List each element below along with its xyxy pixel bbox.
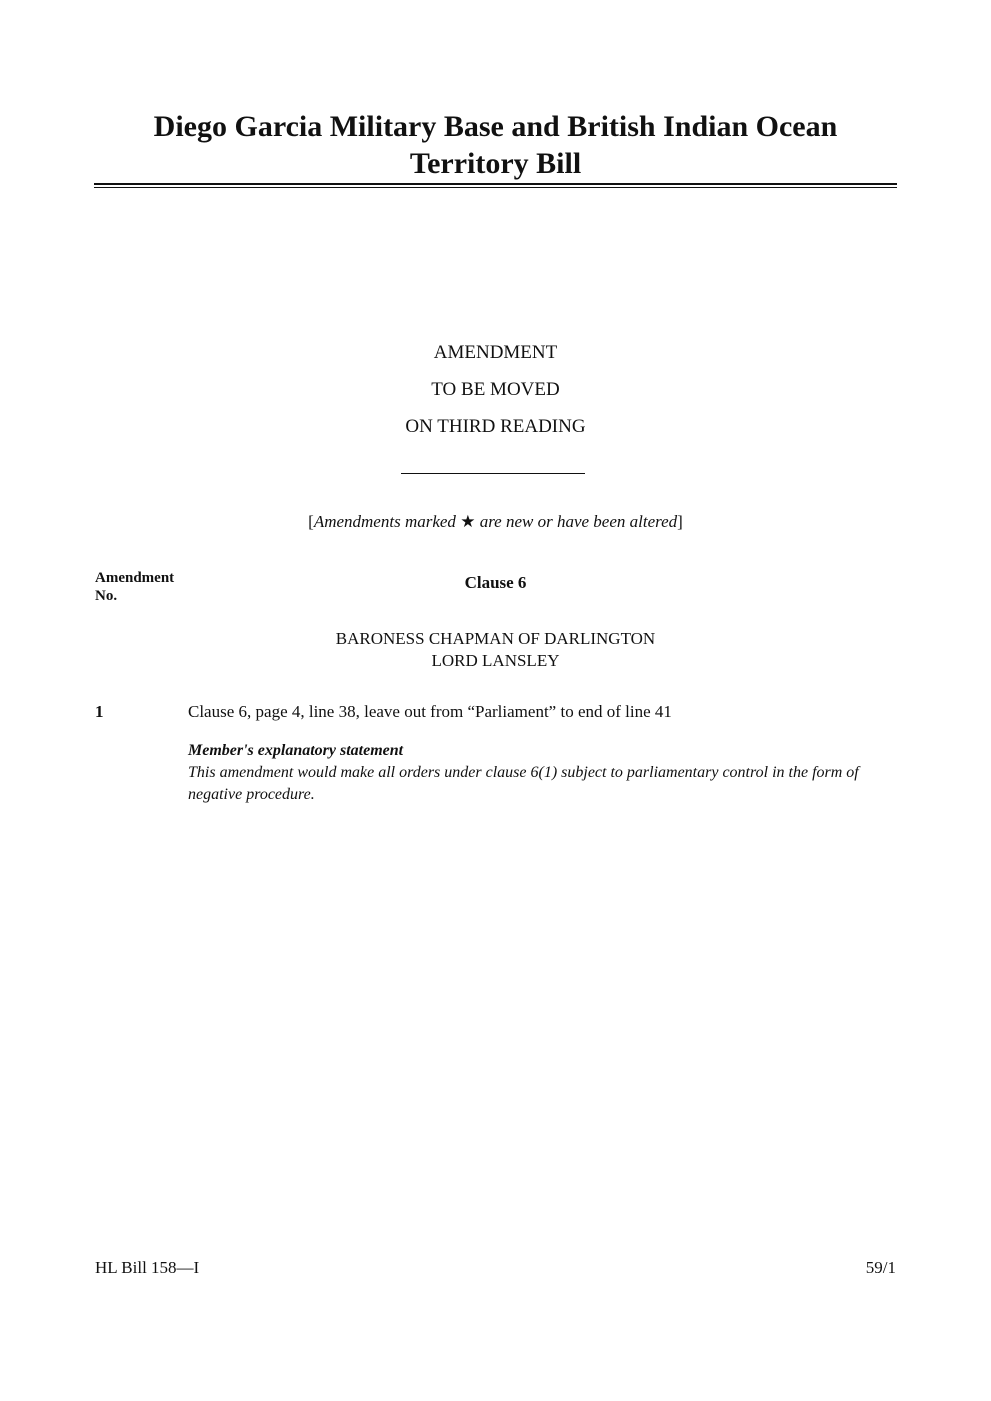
amendment-number: 1 bbox=[95, 702, 104, 721]
bill-title bbox=[94, 108, 897, 182]
sponsor-name: LORD LANSLEY bbox=[431, 651, 560, 670]
bill-title-line-1: Diego Garcia Military Base and British Indian Ocean bbox=[153, 110, 838, 143]
sponsor-name: BARONESS CHAPMAN OF DARLINGTON bbox=[335, 629, 656, 648]
note-text-after: are new or have been altered bbox=[475, 512, 678, 531]
title-double-rule bbox=[94, 183, 897, 188]
footer-page-ref: 59/1 bbox=[865, 1258, 896, 1277]
footer-bill-ref: HL Bill 158—I bbox=[95, 1258, 200, 1277]
sponsors bbox=[0, 628, 991, 672]
heading-to-be-moved: TO BE MOVED bbox=[431, 379, 560, 400]
explanatory-statement bbox=[188, 740, 900, 806]
amendment-no-label: Amendment No. bbox=[95, 570, 175, 604]
explanatory-statement-title: Member's explanatory statement bbox=[188, 742, 404, 759]
heading-amendment: AMENDMENT bbox=[433, 342, 558, 363]
amendments-note: [Amendments marked ★ are new or have been altered] bbox=[308, 512, 683, 531]
explanatory-statement-body: This amendment would make all orders under clause 6(1) subject to parliamentary control in the form of negative procedure. bbox=[188, 764, 859, 803]
heading-rule bbox=[401, 473, 585, 474]
amendment-text: Clause 6, page 4, line 38, leave out from “Parliament” to end of line 41 bbox=[188, 702, 672, 721]
note-text-before: Amendments marked bbox=[313, 512, 461, 531]
star-icon: ★ bbox=[460, 512, 476, 531]
heading-stage: ON THIRD READING bbox=[405, 416, 586, 437]
bill-title-line-2: Territory Bill bbox=[409, 147, 582, 180]
clause-heading: Clause 6 bbox=[464, 573, 527, 592]
